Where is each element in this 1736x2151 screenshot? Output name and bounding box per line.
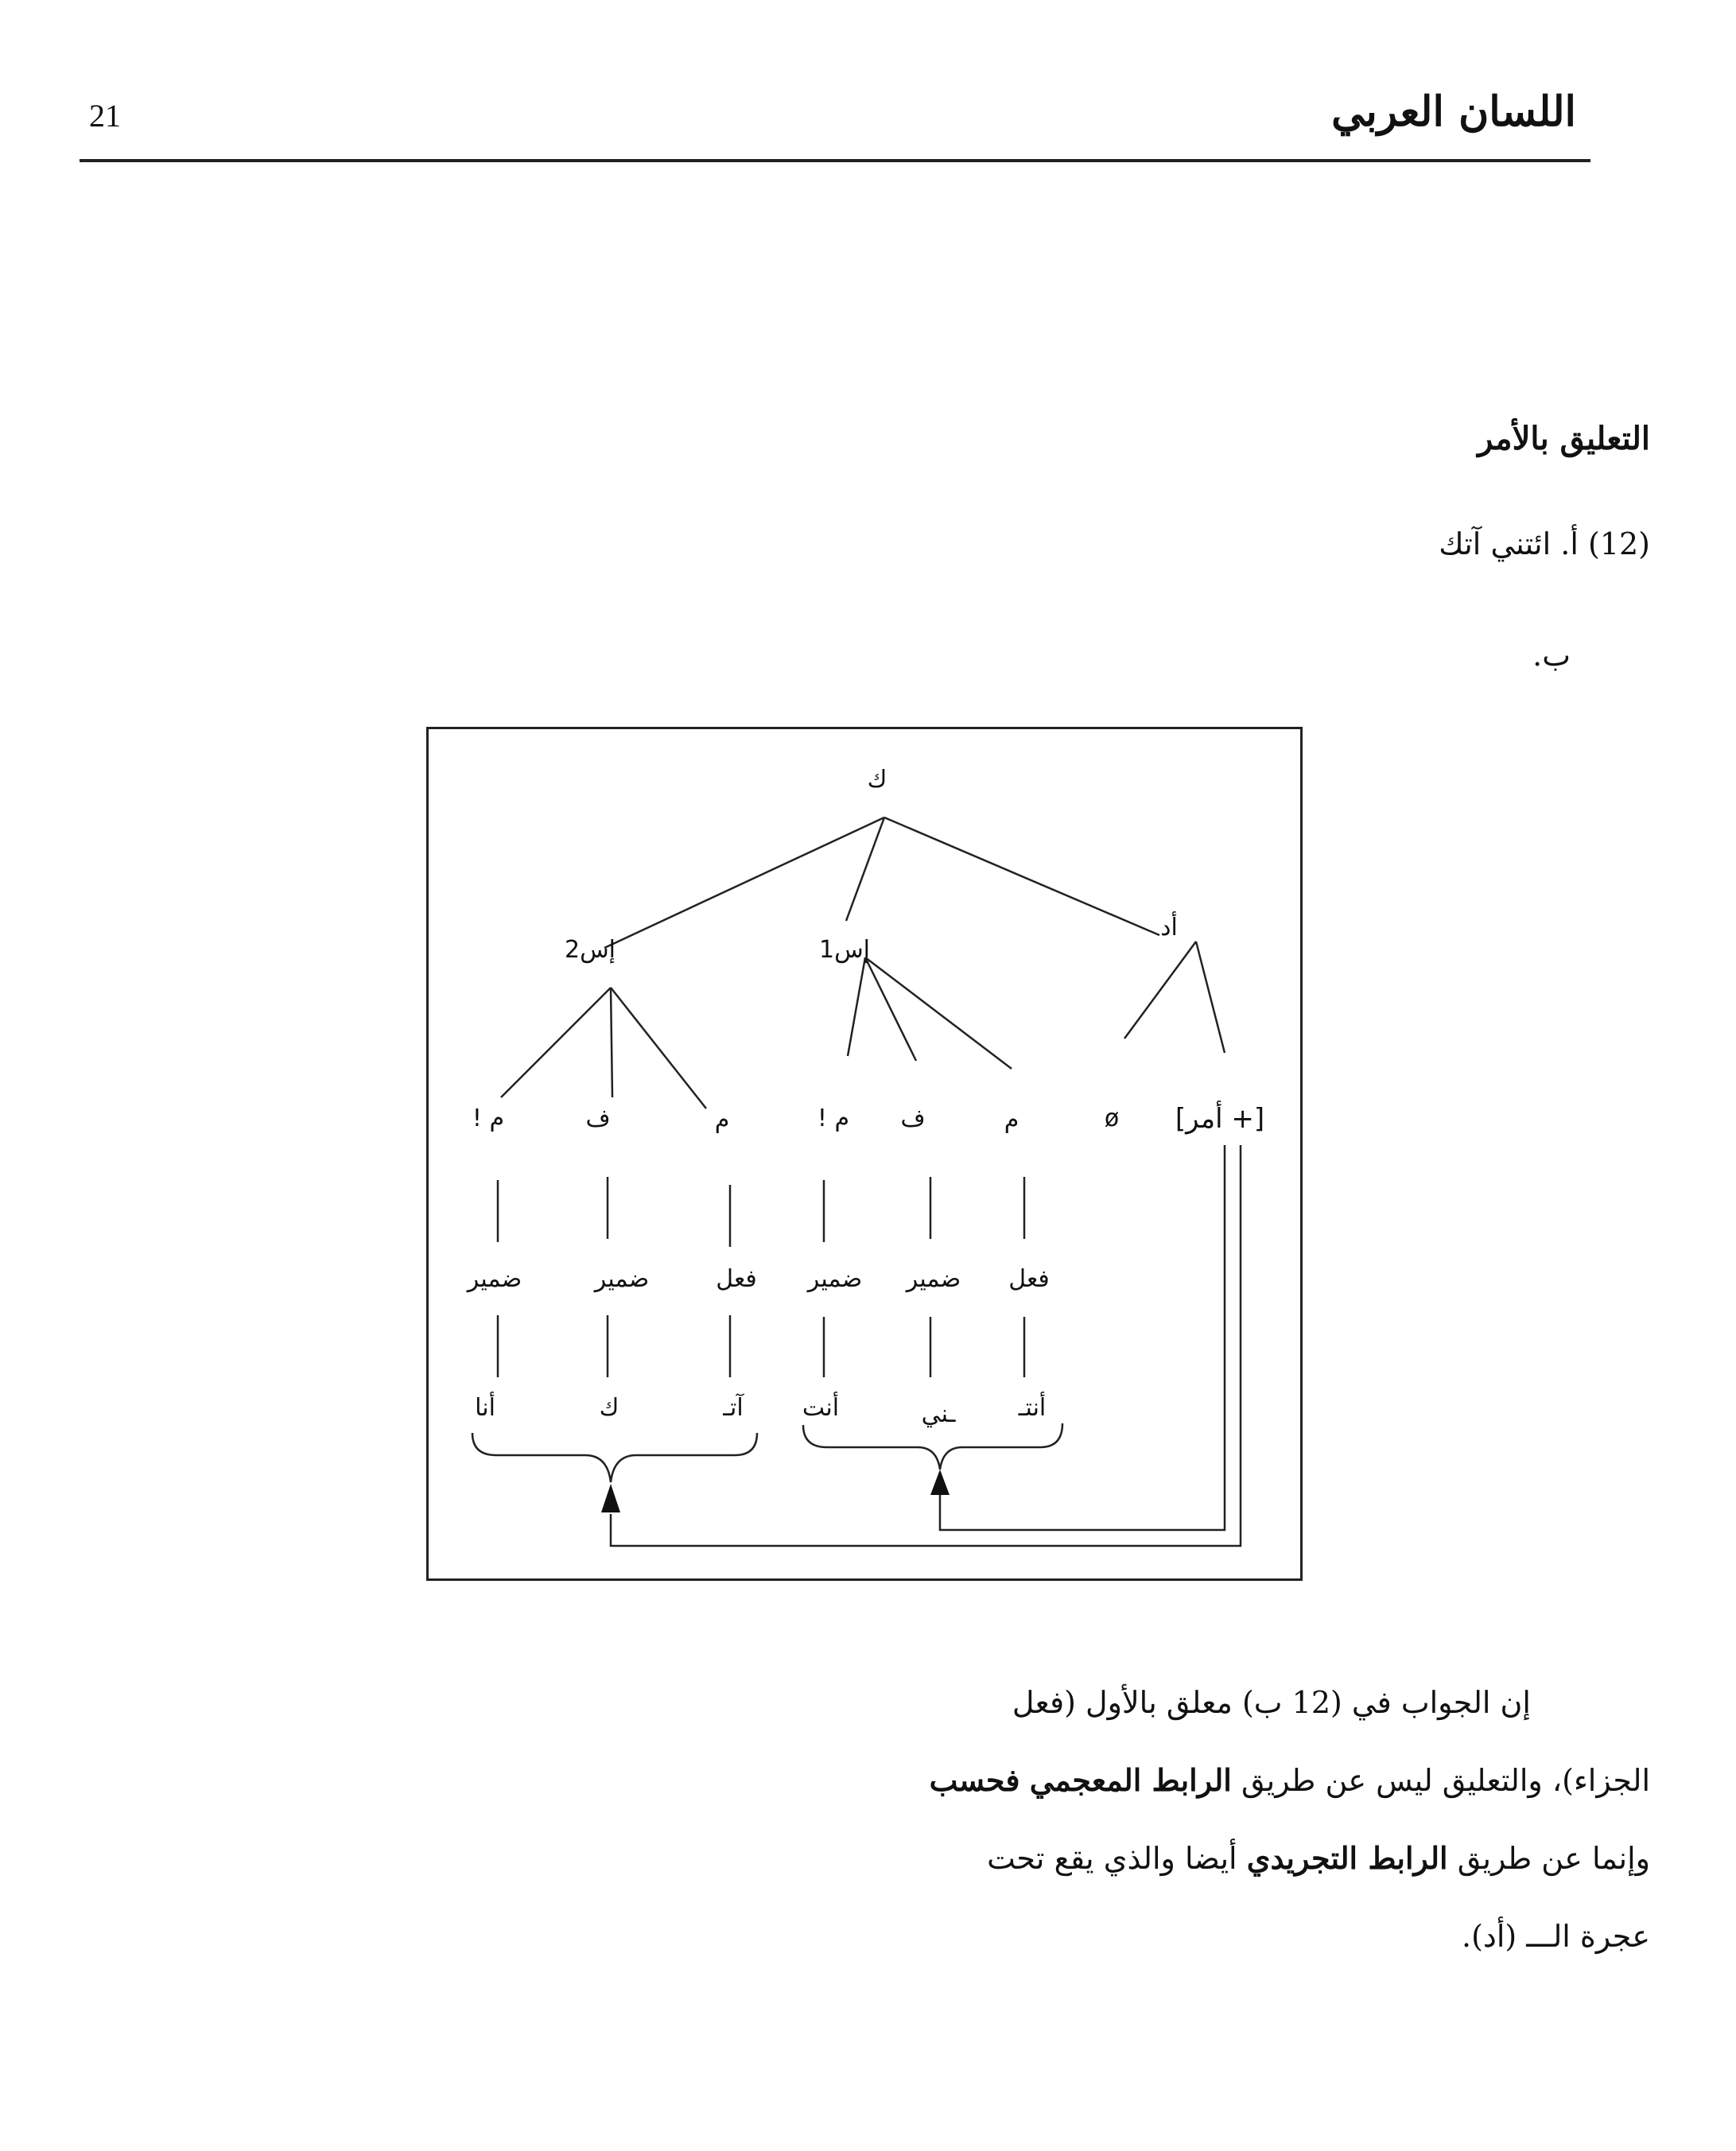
body-line-1: إن الجواب في (12 ب) معلق بالأول (فعل [1012,1685,1531,1720]
node-is1-m1: م [1004,1106,1019,1134]
example-12a: (12) أ. ائتني آتك [1439,526,1650,561]
node-is2-f: ف [585,1105,611,1132]
category-is2-pronoun-2: ضمير [467,1265,522,1293]
form-is1-verb: أنتـ [1018,1394,1047,1422]
form-is1-pronoun-2: أنت [802,1394,840,1422]
body-line-2: الجزاء)، والتعليق ليس عن طريق الرابط المعجمي فحسب [929,1762,1650,1798]
node-null: ø [1104,1105,1120,1132]
term-lexical-link: الرابط المعجمي [1029,1762,1232,1798]
node-is1-f: ف [900,1105,926,1132]
category-is1-pronoun-2: ضمير [807,1265,863,1293]
category-is2-pronoun-1: ضمير [594,1265,650,1293]
category-is1-verb: فعل [1008,1265,1050,1293]
page-number: 21 [89,98,121,134]
journal-title: اللسان العربي [1331,87,1576,136]
form-is2-pronoun-2: أنا [475,1394,495,1422]
body-line-4: عجرة الـــ (أد). [1462,1919,1650,1954]
node-feature-imperative: [+ أمر] [1175,1103,1265,1135]
form-is2-pronoun-1: ك [599,1394,619,1422]
node-is2: إس2 [564,936,616,964]
node-root: ك [867,766,887,794]
form-is1-pronoun-1: ـني [921,1400,956,1428]
form-is2-verb: آتـ [723,1394,744,1422]
category-is2-verb: فعل [716,1265,757,1293]
category-is1-pronoun-1: ضمير [906,1265,961,1293]
tree-diagram [426,727,1303,1581]
body-paragraph [918,1664,1650,1975]
node-ad: أد [1160,914,1178,942]
node-is1: إس1 [818,936,871,964]
section-heading: التعليق بالأمر [1478,420,1650,457]
header-rule [80,159,1590,162]
body-line-3: وإنما عن طريق الرابط التجريدي أيضا والذي يقع تحت [987,1840,1650,1876]
node-is2-m1: م [714,1106,730,1134]
term-abstract-link: الرابط التجريدي [1246,1840,1448,1876]
example-12b-label: ب. [1532,638,1571,673]
node-is1-m2: م ! [817,1105,850,1132]
node-is2-m2: م ! [472,1105,505,1132]
